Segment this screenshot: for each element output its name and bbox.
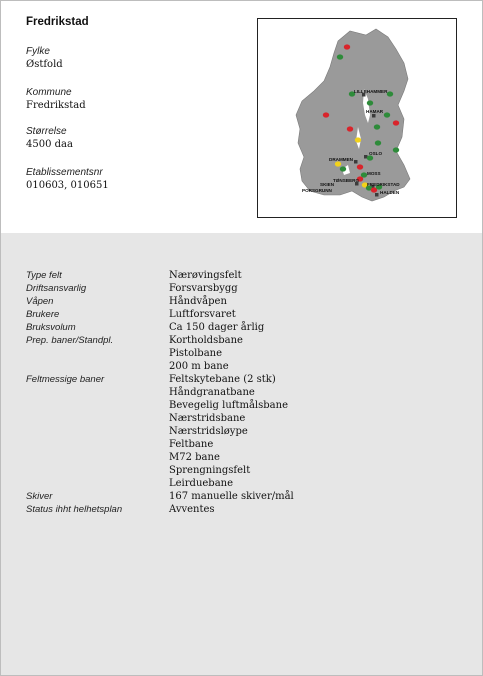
detail-values	[169, 308, 236, 321]
detail-value: Bevegelig luftmålsbane	[169, 400, 288, 411]
fact-municipality	[26, 87, 86, 112]
detail-row-users	[26, 308, 466, 321]
detail-label: Brukere	[26, 309, 60, 320]
marker-green	[340, 166, 346, 171]
detail-value: Sprengningsfelt	[169, 465, 251, 476]
detail-value: Feltskytebane (2 stk)	[169, 374, 276, 385]
detail-value: Kortholdsbane	[169, 335, 243, 346]
marker-red	[323, 112, 329, 117]
page-title: Fredrikstad	[26, 16, 89, 28]
fact-county-label: Fylke	[26, 46, 50, 57]
detail-value: 167 manuelle skiver/mål	[169, 491, 294, 502]
detail-row-targets	[26, 490, 466, 503]
detail-label: Driftsansvarlig	[26, 283, 87, 294]
fact-municipality-label: Kommune	[26, 87, 72, 98]
marker-red	[357, 164, 363, 169]
detail-label: Type felt	[26, 270, 62, 281]
fact-establishment-number	[26, 167, 109, 192]
marker-green	[375, 140, 381, 145]
detail-value: Avventes	[169, 504, 215, 515]
detail-values	[169, 321, 264, 334]
fact-municipality-value: Fredrikstad	[26, 100, 86, 111]
marker-red	[344, 44, 350, 49]
fact-size-value: 4500 daa	[26, 139, 73, 150]
marker-green	[393, 147, 399, 152]
detail-row-field-type	[26, 269, 466, 282]
marker-green	[367, 100, 373, 105]
detail-values	[169, 295, 227, 308]
detail-value: Leirduebane	[169, 478, 234, 489]
detail-value: Håndvåpen	[169, 296, 227, 307]
city-label-lillehammer: LILLEHAMMER	[354, 89, 388, 94]
detail-row-usage-volume	[26, 321, 466, 334]
detail-value: Forsvarsbygg	[169, 283, 238, 294]
marker-red	[347, 126, 353, 131]
detail-values	[169, 503, 215, 516]
detail-value: Luftforsvaret	[169, 309, 236, 320]
marker-green	[384, 112, 390, 117]
city-square-halden	[375, 193, 379, 197]
fact-county	[26, 46, 63, 71]
city-label-drammen: DRAMMEN	[329, 157, 353, 162]
city-square-drammen	[354, 160, 358, 164]
city-label-moss: MOSS	[367, 171, 381, 176]
detail-row-field-ranges	[26, 373, 466, 490]
detail-value: Nærstridsbane	[169, 413, 246, 424]
detail-label: Prep. baner/Standpl.	[26, 335, 114, 346]
detail-value: 200 m bane	[169, 361, 229, 372]
detail-value: Nærøvingsfelt	[169, 270, 242, 281]
marker-green	[387, 91, 393, 96]
region-map	[257, 18, 457, 218]
detail-value: Nærstridsløype	[169, 426, 248, 437]
detail-label: Våpen	[26, 296, 54, 307]
detail-values	[169, 373, 288, 490]
city-square-hamar	[372, 114, 376, 118]
detail-value: Håndgranatbane	[169, 387, 255, 398]
detail-row-plan-status	[26, 503, 466, 516]
marker-green	[337, 54, 343, 59]
detail-label: Bruksvolum	[26, 322, 76, 333]
marker-yellow	[355, 137, 361, 142]
marker-green	[374, 124, 380, 129]
marker-green	[367, 155, 373, 160]
detail-values	[169, 334, 243, 373]
detail-row-prepared-ranges	[26, 334, 466, 373]
detail-row-operator	[26, 282, 466, 295]
fact-county-value: Østfold	[26, 59, 63, 70]
region-map-graphic	[258, 19, 456, 217]
city-label-fredrikstad: FREDRIKSTAD	[367, 182, 400, 187]
fact-size-label: Størrelse	[26, 126, 67, 137]
marker-red	[393, 120, 399, 125]
region-map-land	[296, 29, 410, 201]
detail-label: Status ihht helhetsplan	[26, 504, 123, 515]
city-label-porsgrunn: PORSGRUNN	[302, 188, 332, 193]
city-label-tonsberg: TØNSBERG	[333, 178, 360, 183]
city-label-halden: HALDEN	[380, 190, 400, 195]
fact-establishment-number-value: 010603, 010651	[26, 180, 109, 191]
fact-size	[26, 126, 73, 151]
marker-yellow	[335, 161, 341, 166]
fact-establishment-number-label: Etablissementsnr	[26, 167, 103, 178]
detail-value: Pistolbane	[169, 348, 223, 359]
city-label-oslo: OSLO	[369, 151, 383, 156]
detail-value: Feltbane	[169, 439, 214, 450]
details-list	[26, 269, 466, 516]
detail-values	[169, 490, 294, 503]
detail-value: M72 bane	[169, 452, 220, 463]
detail-value: Ca 150 dager årlig	[169, 322, 265, 333]
detail-values	[169, 282, 238, 295]
detail-label: Skiver	[26, 491, 53, 502]
detail-row-weapons	[26, 295, 466, 308]
detail-label: Feltmessige baner	[26, 374, 105, 385]
summary-section	[1, 1, 482, 233]
detail-values	[169, 269, 242, 282]
city-label-skien: SKIEN	[320, 182, 335, 187]
city-label-hamar: HAMAR	[366, 109, 384, 114]
